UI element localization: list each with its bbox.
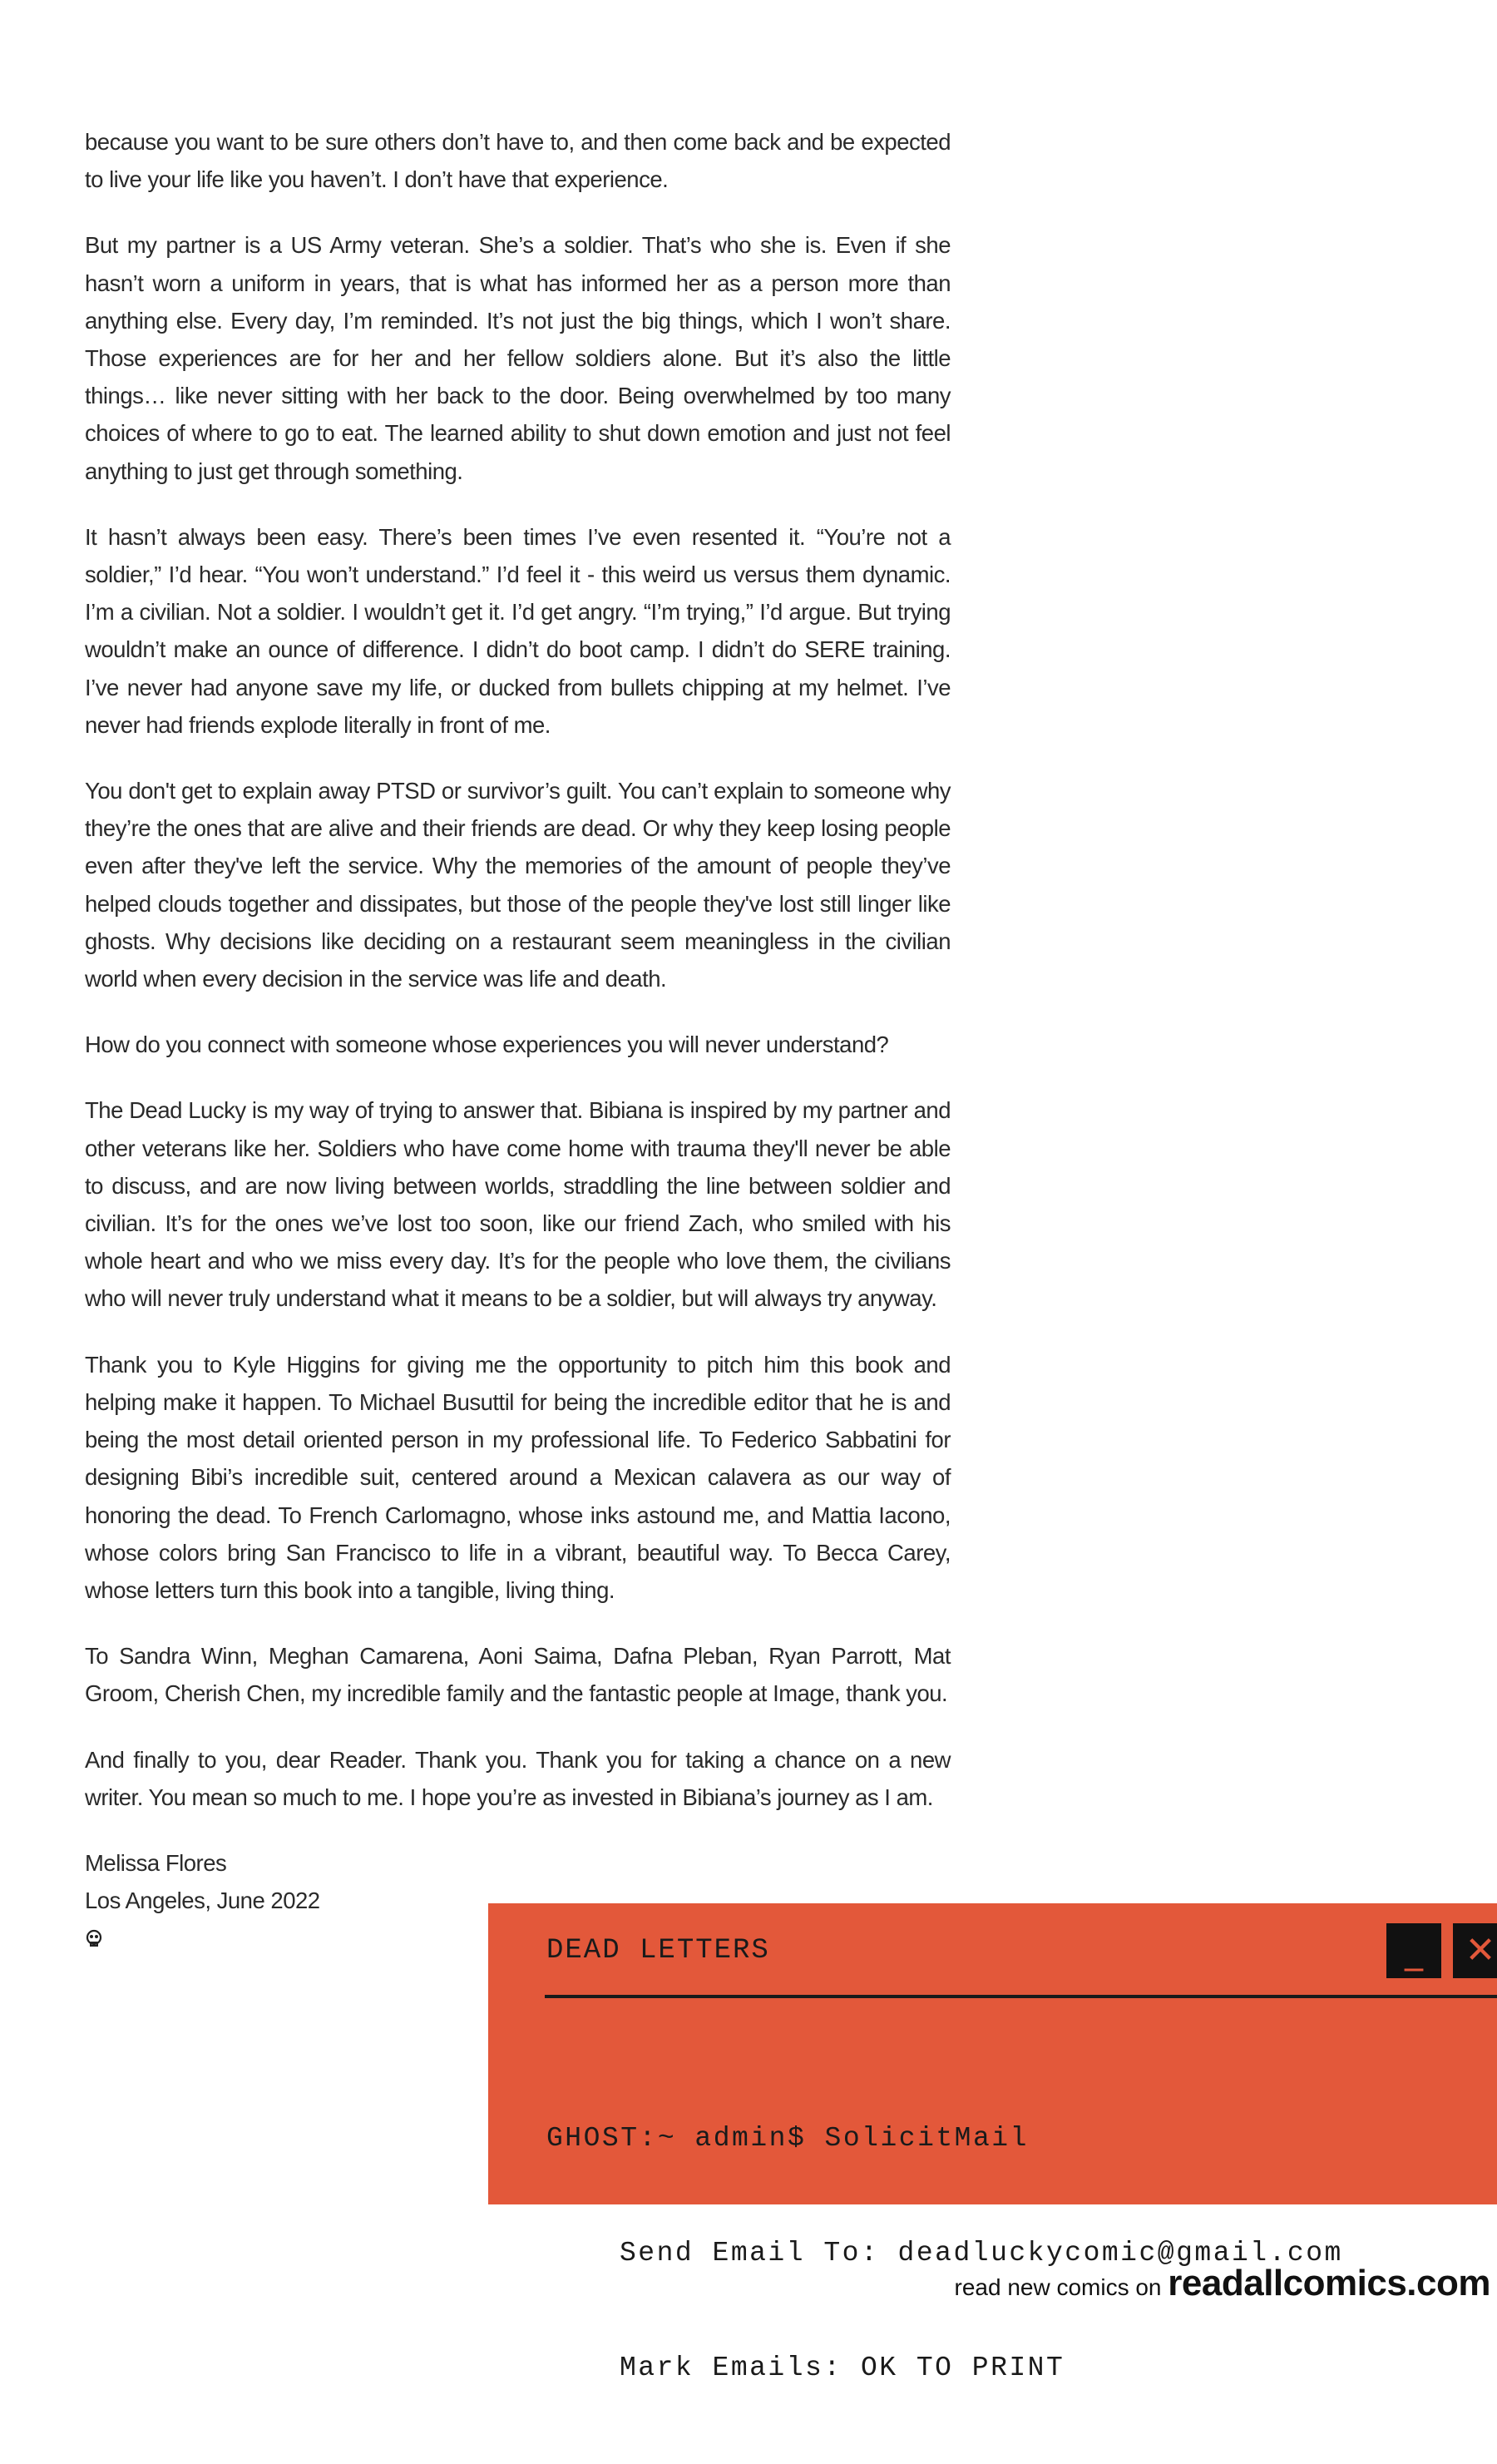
close-icon: ✕: [1465, 1929, 1496, 1972]
console-send-email: Send Email To: deadluckycomic@gmail.com: [620, 2238, 1343, 2269]
letter-paragraph: How do you connect with someone whose experiences you will never understand?: [85, 1032, 889, 1058]
window-title: DEAD LETTERS: [546, 1935, 770, 1967]
footer-prefix: read new comics on: [954, 2274, 1168, 2300]
signature-place-date: Los Angeles, June 2022: [85, 1888, 320, 1914]
letter-paragraph: because you want to be sure others don’t have to, and then come back and be expected to live your life like you haven’t. I don’t have that experience.: [85, 129, 951, 193]
console-output: [546, 2043, 1343, 2464]
console-command: GHOST:~ admin$ SolicitMail: [546, 2123, 1029, 2154]
letter-paragraph: To Sandra Winn, Meghan Camarena, Aoni Saima, Dafna Pleban, Ryan Parrott, Mat Groom, Cherish Chen, my incredible family and the fantastic people at Image, thank you.: [85, 1643, 951, 1707]
letter-paragraph: Thank you to Kyle Higgins for giving me the opportunity to pitch him this book and helping make it happen. To Michael Busuttil for being the incredible editor that he is and being the most detail oriented person in my professional life. To Federico Sabbatini for designing Bibi’s incredible suit, centered around a Mexican calavera as our way of honoring the dead. To French Carlomagno, whose inks astound me, and Mattia Iacono, whose colors bring San Francisco to life in a vibrant, beautiful way. To Becca Carey, whose letters turn this book into a tangible, living thing.: [85, 1351, 951, 1603]
letter-body: [85, 123, 951, 1953]
minimize-icon: _: [1405, 1929, 1423, 1972]
letter-paragraph: You don't get to explain away PTSD or survivor’s guilt. You can’t explain to someone why they’re the ones that are alive and their friends are dead. Or why they keep losing people even after they've left the service. Why the memories of the amount of people they’ve helped clouds together and dissipates, but those of the people they've lost still linger like ghosts. Why decisions like deciding on a restaurant seem meaningless in the civilian world when every decision in the service was life and death.: [85, 778, 951, 992]
title-divider: [545, 1995, 1497, 1998]
console-mark-emails: Mark Emails: OK TO PRINT: [620, 2353, 1065, 2383]
minimize-button[interactable]: [1386, 1923, 1441, 1978]
signature-name: Melissa Flores: [85, 1849, 227, 1876]
close-button[interactable]: [1453, 1923, 1497, 1978]
letter-paragraph: The Dead Lucky is my way of trying to answer that. Bibiana is inspired by my partner and other veterans like her. Soldiers who have come home with trauma they'll never be able to discuss, and are now living between worlds, straddling the line between soldier and civilian. It’s for the ones we’ve lost too soon, like our friend Zach, who smiled with his whole heart and who we miss every day. It’s for the people who love them, the civilians who will never truly understand what it means to be a soldier, but will always try anyway.: [85, 1097, 951, 1312]
letter-paragraph: But my partner is a US Army veteran. She’s a soldier. That’s who she is. Even if she hasn’t worn a uniform in years, that is what has informed her as a person more than anything else. Every day, I’m reminded. It’s not just the big things, which I won’t share. Those experiences are for her and her fellow soldiers alone. But it’s also the little things… like never sitting with her back to the door. Being overwhelmed by too many choices of where to go to eat. The learned ability to shut down emotion and just not feel anything to just get through something.: [85, 232, 951, 484]
letter-paragraph: It hasn’t always been easy. There’s been times I’ve even resented it. “You’re not a soldier,” I’d hear. “You won’t understand.” I’d feel it - this weird us versus them dynamic. I’m a civilian. Not a soldier. I wouldn’t get it. I’d get angry. “I’m trying,” I’d argue. But trying wouldn’t make an ounce of difference. I didn’t do boot camp. I didn’t do SERE training. I’ve never had anyone save my life, or ducked from bullets chipping at my helmet. I’ve never had friends explode literally in front of me.: [85, 523, 951, 738]
skull-icon-svg: [85, 1929, 103, 1947]
footer-site-link[interactable]: readallcomics.com: [1168, 2263, 1490, 2303]
letter-paragraph: And finally to you, dear Reader. Thank you. Thank you for taking a chance on a new writer. You mean so much to me. I hope you’re as invested in Bibiana’s journey as I am.: [85, 1746, 951, 1810]
footer-watermark: [955, 2263, 1491, 2304]
